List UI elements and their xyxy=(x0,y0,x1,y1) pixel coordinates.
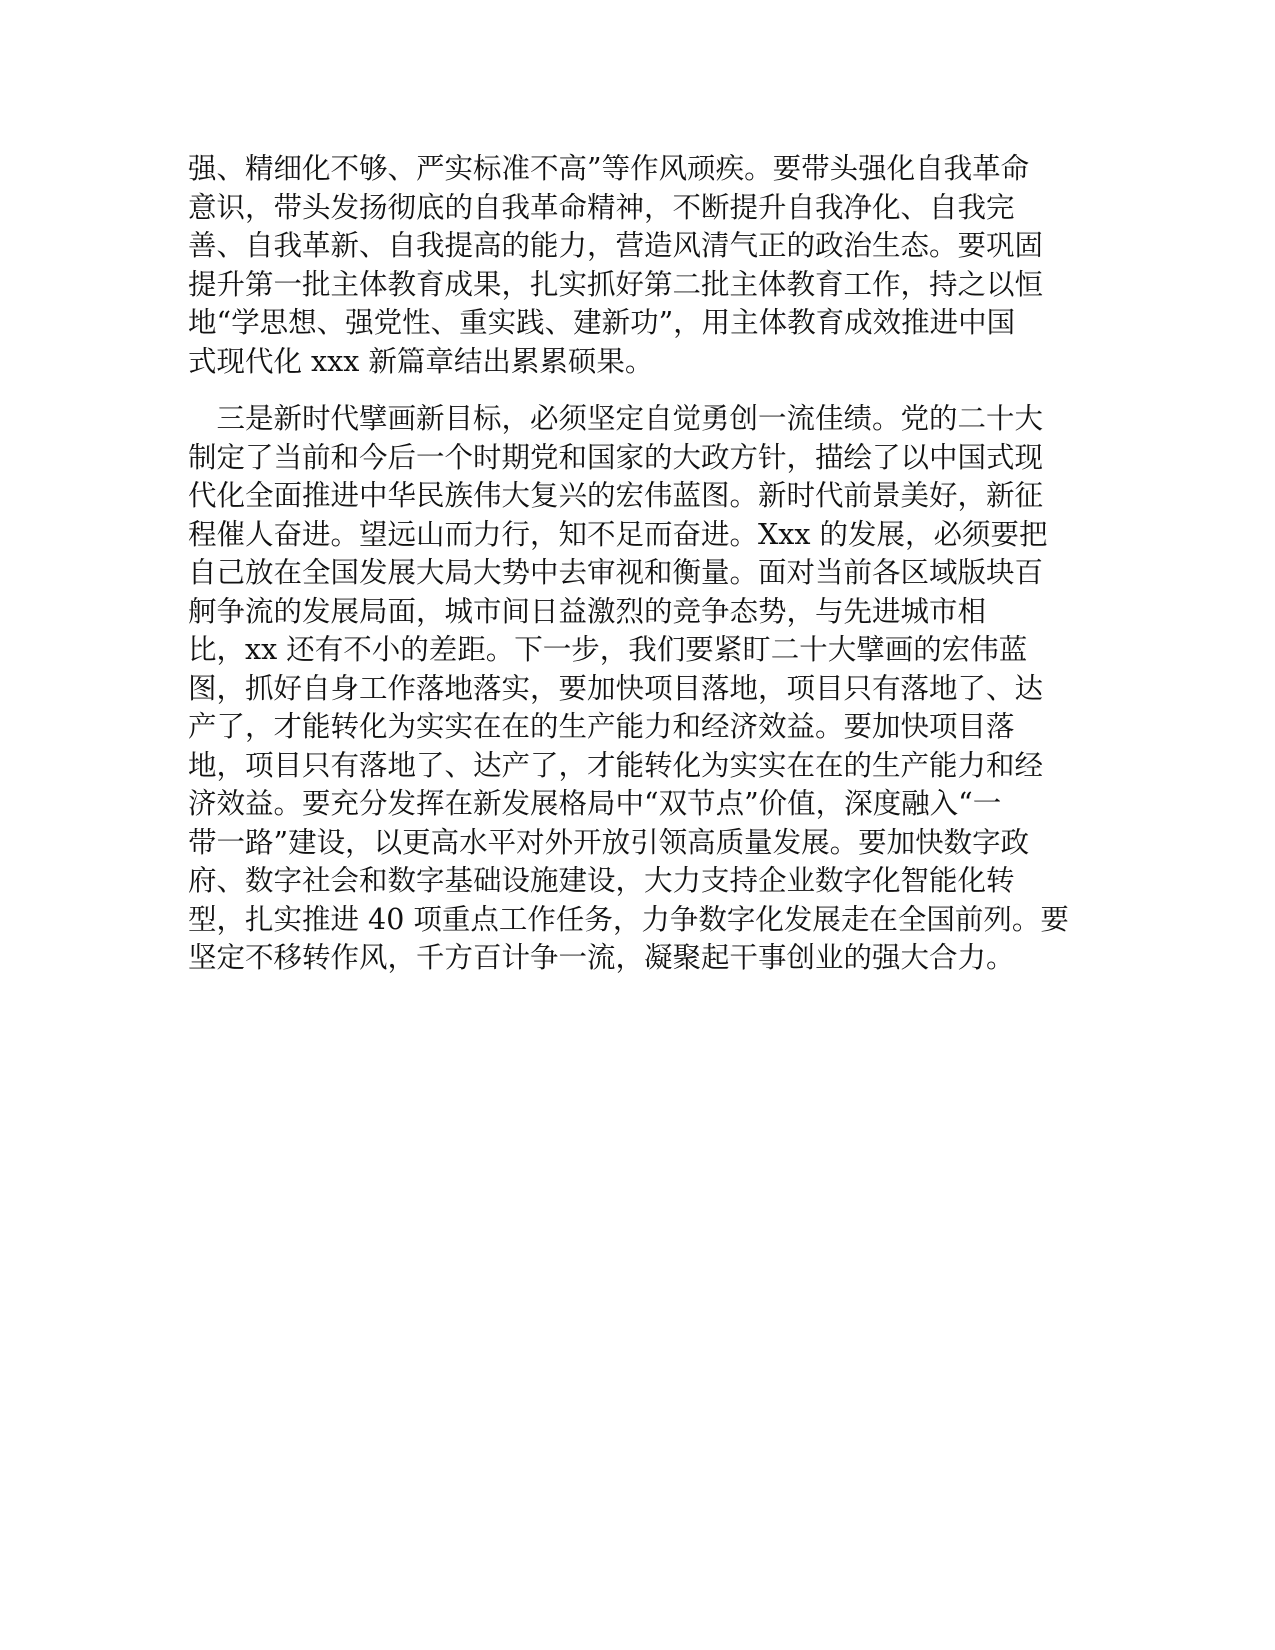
paragraph-line: 济效益。要充分发挥在新发展格局中“双节点”价值，深度融入“一 xyxy=(188,787,1002,820)
paragraph-line: 意识，带头发扬彻底的自我革命精神，不断提升自我净化、自我完 xyxy=(188,190,1015,224)
paragraph-line: 提升第一批主体教育成果，扎实抓好第二批主体教育工作，持之以恒 xyxy=(188,267,1044,301)
paragraph-line: 自己放在全国发展大局大势中去审视和衡量。面对当前各区域版块百 xyxy=(188,556,1044,589)
paragraph-line: 型，扎实推进 40 项重点工作任务，力争数字化发展走在全国前列。要 xyxy=(188,902,1069,936)
paragraph-line: 强、精细化不够、严实标准不高”等作风顽疾。要带头强化自我革命 xyxy=(188,152,1030,185)
paragraph-line: 代化全面推进中华民族伟大复兴的宏伟蓝图。新时代前景美好，新征 xyxy=(188,479,1044,512)
paragraph-line: 地，项目只有落地了、达产了，才能转化为实实在在的生产能力和经 xyxy=(188,748,1044,782)
paragraph-line: 产了，才能转化为实实在在的生产能力和经济效益。要加快项目落 xyxy=(188,710,1015,743)
paragraph-line: 式现代化 xxx 新篇章结出累累硕果。 xyxy=(188,344,654,378)
paragraph-line: 舸争流的发展局面，城市间日益激烈的竞争态势，与先进城市相 xyxy=(188,594,987,628)
paragraph-line: 带一路”建设，以更高水平对外开放引领高质量发展。要加快数字政 xyxy=(188,825,1030,859)
paragraph-line: 府、数字社会和数字基础设施建设，大力支持企业数字化智能化转 xyxy=(188,864,1015,897)
paragraph-line: 图，抓好自身工作落地落实，要加快项目落地，项目只有落地了、达 xyxy=(188,671,1044,705)
paragraph-line: 地“学思想、强党性、重实践、建新功”，用主体教育成效推进中国 xyxy=(188,306,1016,339)
paragraph-line: 坚定不移转作风，千方百计争一流，凝聚起干事创业的强大合力。 xyxy=(188,941,1015,974)
paragraph-line: 程催人奋进。望远山而力行，知不足而奋进。Xxx 的发展，必须要把 xyxy=(188,517,1048,551)
paragraph-line: 制定了当前和今后一个时期党和国家的大政方针，描绘了以中国式现 xyxy=(188,440,1044,474)
paragraph-line: 三是新时代擘画新目标，必须坚定自觉勇创一流佳绩。党的二十大 xyxy=(188,402,1044,435)
paragraph-line: 善、自我革新、自我提高的能力，营造风清气正的政治生态。要巩固 xyxy=(188,229,1044,262)
paragraph-1 xyxy=(188,150,1088,381)
paragraph-line: 比，xx 还有不小的差距。下一步，我们要紧盯二十大擘画的宏伟蓝 xyxy=(188,633,1028,666)
paragraph-2 xyxy=(188,400,1088,978)
